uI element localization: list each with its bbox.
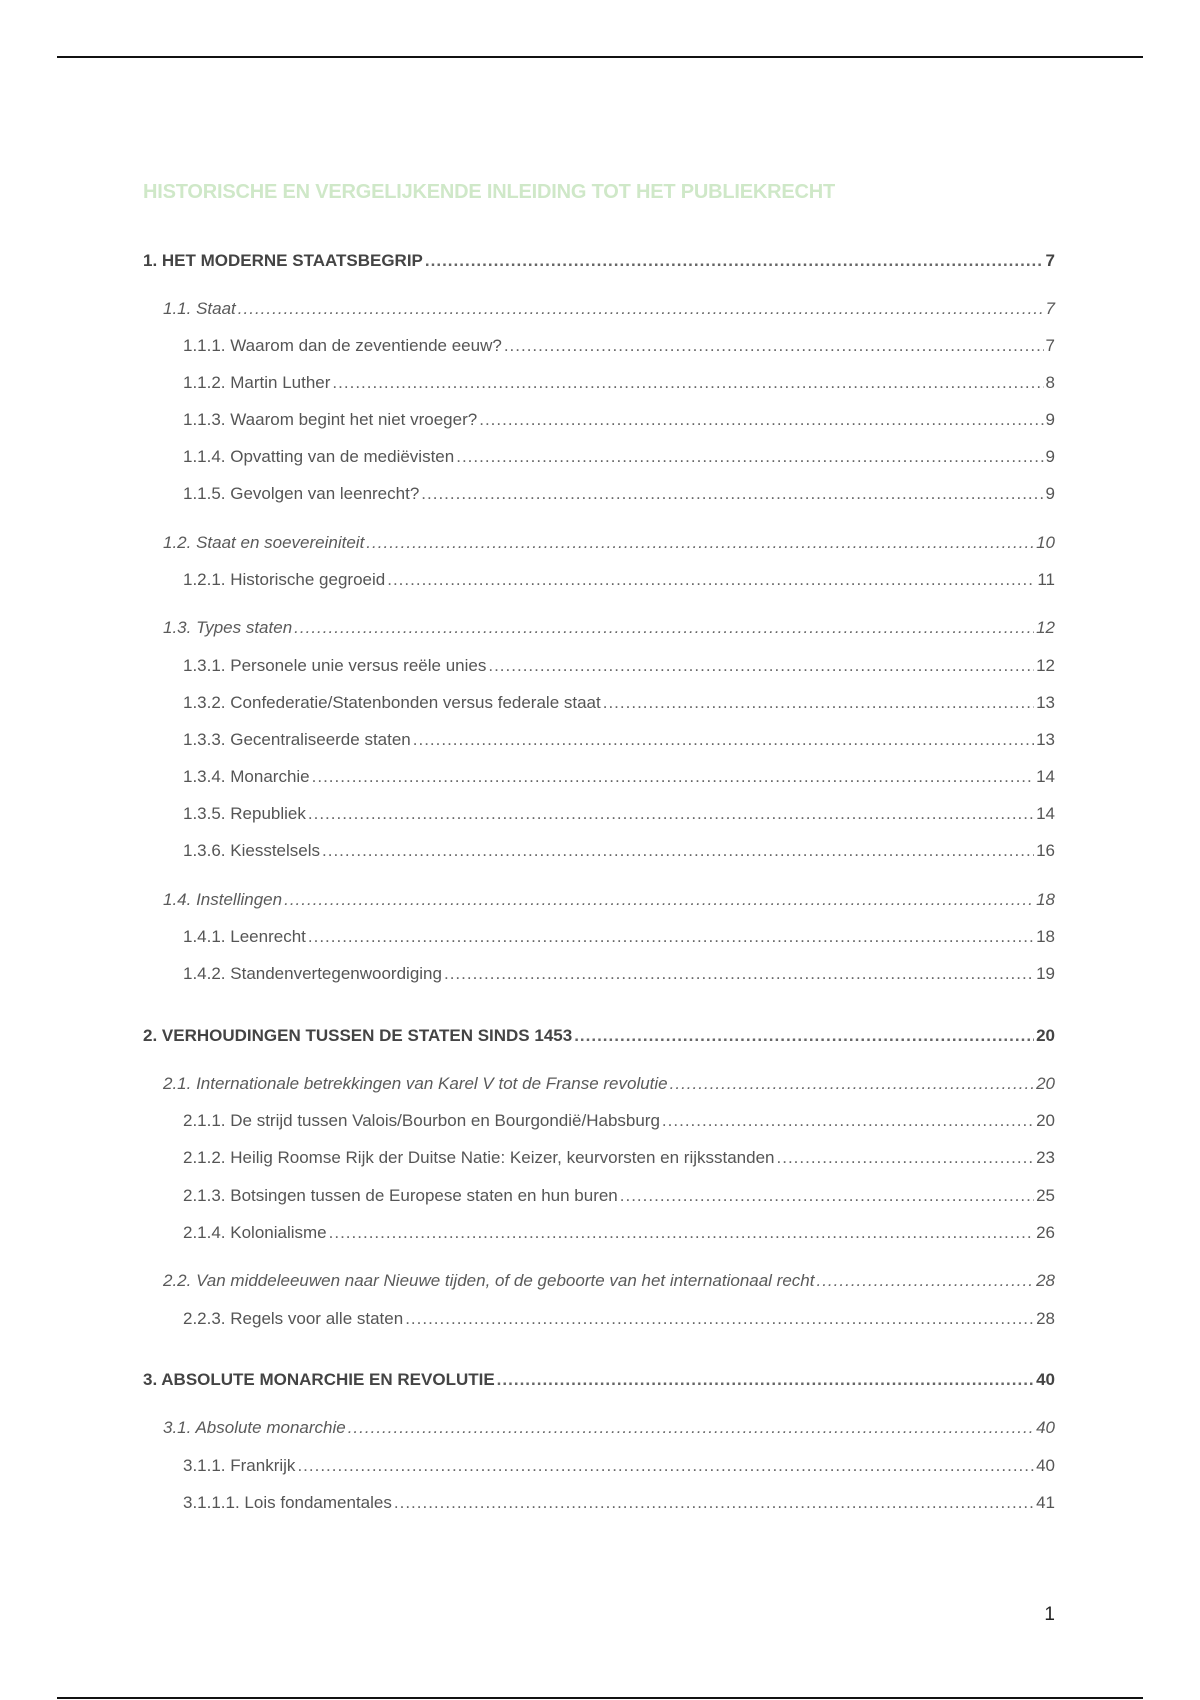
toc-entry-page: 16 [1036, 841, 1055, 860]
toc-entry-label: 1.3.1. Personele unie versus reële unies [183, 656, 487, 675]
footer-rule [57, 1697, 1143, 1699]
toc-leader-dots [504, 335, 1044, 357]
toc-entry-page: 25 [1036, 1186, 1055, 1205]
toc-entry-label: 3. ABSOLUTE MONARCHIE EN REVOLUTIE [143, 1370, 495, 1389]
toc-entry[interactable] [183, 1222, 1055, 1244]
toc-entry-page: 13 [1036, 693, 1055, 712]
toc-entry-page: 13 [1036, 730, 1055, 749]
toc-entry[interactable] [183, 372, 1055, 394]
toc-entry-page: 28 [1036, 1309, 1055, 1328]
toc-leader-dots [670, 1073, 1034, 1095]
toc-entry-label: 3.1.1. Frankrijk [183, 1456, 296, 1475]
toc-leader-dots [620, 1185, 1034, 1207]
toc-entry[interactable] [183, 409, 1055, 431]
toc-entry-page: 41 [1036, 1493, 1055, 1512]
toc-leader-dots [497, 1369, 1034, 1391]
toc-entry[interactable] [163, 617, 1055, 639]
toc-leader-dots [479, 409, 1043, 431]
toc-entry[interactable] [183, 766, 1055, 788]
toc-leader-dots [662, 1110, 1034, 1132]
toc-entry[interactable] [163, 298, 1055, 320]
toc-entry-page: 40 [1036, 1370, 1055, 1389]
toc-entry-label: 2.2. Van middeleeuwen naar Nieuwe tijden, of de geboorte van het internationaal recht [163, 1271, 815, 1290]
toc-entry-label: 1.2.1. Historische gegroeid [183, 570, 386, 589]
toc-entry-page: 7 [1045, 336, 1055, 355]
toc-entry[interactable] [183, 926, 1055, 948]
toc-entry[interactable] [183, 692, 1055, 714]
toc-leader-dots [394, 1492, 1034, 1514]
toc-leader-dots [405, 1308, 1034, 1330]
toc-entry-label: 3.1. Absolute monarchie [163, 1418, 346, 1437]
toc-entry-label: 1.3.4. Monarchie [183, 767, 310, 786]
toc-leader-dots [816, 1270, 1034, 1292]
toc-entry-label: 1.1.4. Opvatting van de mediëvisten [183, 447, 455, 466]
toc-leader-dots [284, 889, 1034, 911]
toc-leader-dots [329, 1222, 1034, 1244]
toc-entry-label: 1.1.5. Gevolgen van leenrecht? [183, 484, 420, 503]
toc-entry-label: 2. VERHOUDINGEN TUSSEN DE STATEN SINDS 1453 [143, 1026, 573, 1045]
toc-entry[interactable] [183, 803, 1055, 825]
toc-entry-page: 8 [1045, 373, 1055, 392]
toc-leader-dots [488, 655, 1034, 677]
toc-entry-page: 20 [1036, 1026, 1055, 1045]
toc-entry[interactable] [183, 446, 1055, 468]
toc-entry-page: 20 [1036, 1111, 1055, 1130]
toc-leader-dots [332, 372, 1043, 394]
toc-leader-dots [444, 963, 1034, 985]
toc-entry-label: 1.3. Types staten [163, 618, 293, 637]
toc-entry[interactable] [183, 963, 1055, 985]
toc-entry[interactable] [183, 1455, 1055, 1477]
toc-entry[interactable] [183, 569, 1055, 591]
toc-entry-page: 12 [1036, 656, 1055, 675]
toc-entry-label: 3.1.1.1. Lois fondamentales [183, 1493, 392, 1512]
toc-entry[interactable] [183, 483, 1055, 505]
toc-entry-page: 40 [1036, 1456, 1055, 1475]
toc-entry[interactable] [183, 1185, 1055, 1207]
toc-leader-dots [297, 1455, 1034, 1477]
toc-entry[interactable] [183, 729, 1055, 751]
toc-entry[interactable] [183, 655, 1055, 677]
toc-entry-label: 2.2.3. Regels voor alle staten [183, 1309, 404, 1328]
toc-entry[interactable] [143, 250, 1055, 272]
toc-entry-label: 1.1.2. Martin Luther [183, 373, 331, 392]
toc-entry-page: 7 [1045, 251, 1055, 270]
toc-entry-page: 26 [1036, 1223, 1055, 1242]
toc-entry[interactable] [183, 1110, 1055, 1132]
toc-entry-page: 14 [1036, 767, 1055, 786]
toc-entry-label: 1.1. Staat [163, 299, 236, 318]
toc-entry-page: 10 [1036, 533, 1055, 552]
toc-entry-page: 28 [1036, 1271, 1055, 1290]
toc-entry-label: 1.1.3. Waarom begint het niet vroeger? [183, 410, 478, 429]
toc-leader-dots [238, 298, 1044, 320]
toc-leader-dots [308, 926, 1034, 948]
toc-leader-dots [777, 1147, 1035, 1169]
toc-entry[interactable] [163, 1073, 1055, 1095]
toc-entry-page: 14 [1036, 804, 1055, 823]
toc-entry-page: 7 [1045, 299, 1055, 318]
toc-entry-page: 20 [1036, 1074, 1055, 1093]
toc-entry-label: 1.3.2. Confederatie/Statenbonden versus federale staat [183, 693, 601, 712]
toc-entry-label: 1.3.3. Gecentraliseerde staten [183, 730, 411, 749]
toc-entry-page: 23 [1036, 1148, 1055, 1167]
toc-entry-label: 2.1. Internationale betrekkingen van Karel V tot de Franse revolutie [163, 1074, 668, 1093]
toc-entry-label: 1.3.6. Kiesstelsels [183, 841, 321, 860]
toc-entry-page: 9 [1045, 410, 1055, 429]
toc-leader-dots [312, 766, 1034, 788]
toc-entry-label: 2.1.3. Botsingen tussen de Europese staten en hun buren [183, 1186, 618, 1205]
toc-entry-label: 1.3.5. Republiek [183, 804, 306, 823]
toc-entry-page: 18 [1036, 927, 1055, 946]
toc-entry-label: 1.4.2. Standenvertegenwoordiging [183, 964, 442, 983]
toc-entry-page: 9 [1045, 484, 1055, 503]
toc-entry-page: 18 [1036, 890, 1055, 909]
toc-entry[interactable] [163, 532, 1055, 554]
toc-leader-dots [294, 617, 1034, 639]
toc-entry[interactable] [183, 1147, 1055, 1169]
toc-entry-label: 1.1.1. Waarom dan de zeventiende eeuw? [183, 336, 502, 355]
toc-entry[interactable] [183, 1308, 1055, 1330]
toc-leader-dots [308, 803, 1034, 825]
toc-entry[interactable] [183, 840, 1055, 862]
toc-entry[interactable] [143, 1025, 1055, 1047]
toc-leader-dots [421, 483, 1043, 505]
toc-entry[interactable] [163, 889, 1055, 911]
document-title: HISTORISCHE EN VERGELIJKENDE INLEIDING TOT HET PUBLIEKRECHT [143, 181, 835, 203]
toc-entry[interactable] [163, 1417, 1055, 1439]
toc-leader-dots [456, 446, 1043, 468]
toc-leader-dots [574, 1025, 1034, 1047]
toc-entry[interactable] [183, 1492, 1055, 1514]
toc-entry-label: 2.1.2. Heilig Roomse Rijk der Duitse Natie: Keizer, keurvorsten en rijksstanden [183, 1148, 775, 1167]
page-number: 1 [1044, 1604, 1055, 1625]
toc-entry-label: 1.2. Staat en soevereiniteit [163, 533, 365, 552]
toc-leader-dots [366, 532, 1034, 554]
toc-entry-page: 19 [1036, 964, 1055, 983]
toc-entry-label: 1. HET MODERNE STAATSBEGRIP [143, 251, 423, 270]
toc-entry-label: 2.1.1. De strijd tussen Valois/Bourbon en Bourgondië/Habsburg [183, 1111, 660, 1130]
toc-entry[interactable] [183, 335, 1055, 357]
toc-leader-dots [425, 250, 1044, 272]
toc-entry-label: 2.1.4. Kolonialisme [183, 1223, 327, 1242]
toc-leader-dots [603, 692, 1034, 714]
toc-entry[interactable] [143, 1369, 1055, 1391]
toc-entry-page: 11 [1037, 570, 1055, 589]
toc-entry-page: 40 [1036, 1418, 1055, 1437]
toc-entry-page: 9 [1045, 447, 1055, 466]
toc-leader-dots [322, 840, 1034, 862]
toc-entry[interactable] [163, 1270, 1055, 1292]
toc-leader-dots [387, 569, 1035, 591]
toc-entry-label: 1.4.1. Leenrecht [183, 927, 306, 946]
toc-entry-page: 12 [1036, 618, 1055, 637]
toc-entry-label: 1.4. Instellingen [163, 890, 283, 909]
toc-leader-dots [348, 1417, 1034, 1439]
toc-leader-dots [413, 729, 1034, 751]
